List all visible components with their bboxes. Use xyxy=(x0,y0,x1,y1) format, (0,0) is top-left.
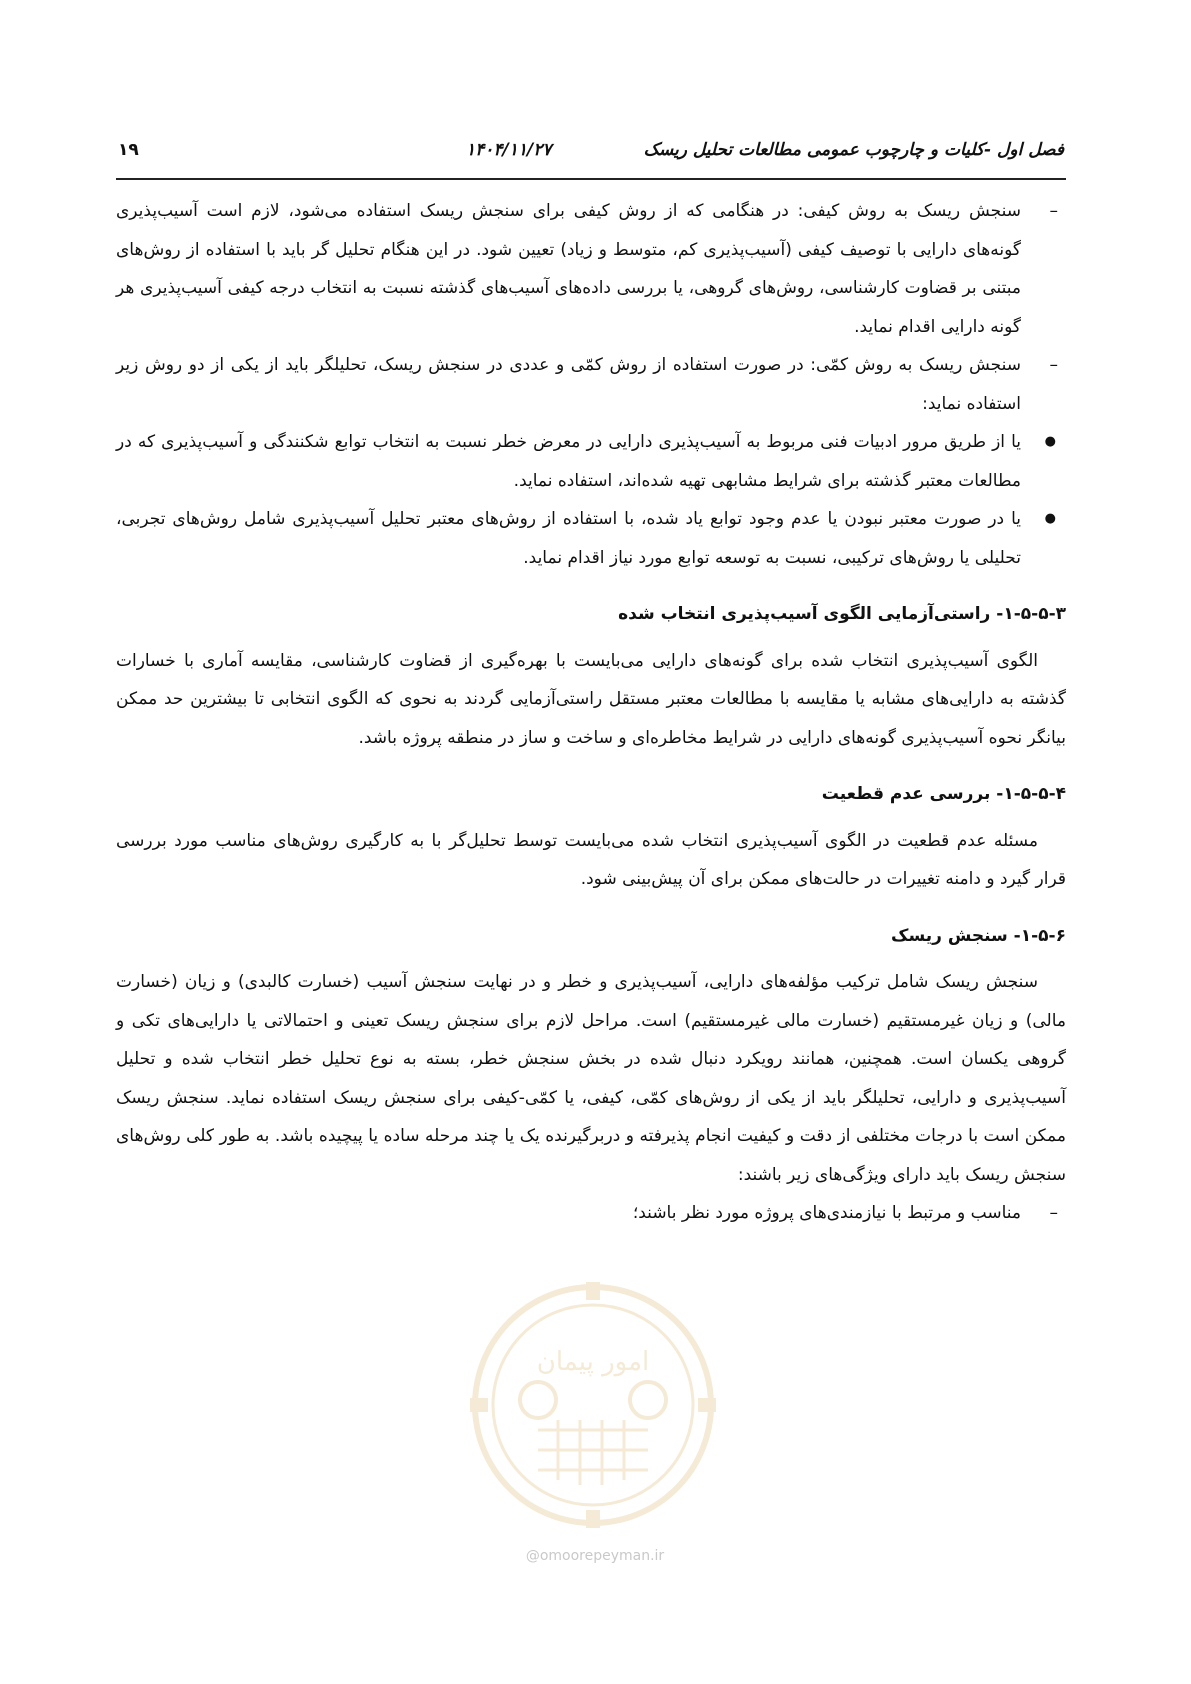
bullet-mark: ● xyxy=(1044,434,1056,449)
paragraph-risk: سنجش ریسک شامل ترکیب مؤلفه‌های دارایی، آسیب‌پذیری و خطر و در نهایت سنجش آسیب (خسارت کالبدی) و زیان (خسارت مالی) و زیان غیرمستقیم (خسارت مالی غیرمستقیم) است. مراحل لازم برای سنجش ریسک تعینی و احتمالاتی یا دارایی‌های تکی و گروهی یکسان است. همچنین، همانند رویکرد دنبال شده در بخش سنجش خطر، بسته به نوع تحلیل خطر انتخاب شده و تحلیل آسیب‌پذیری و دارایی، تحلیلگر باید از یکی از روش‌های کمّی، کیفی، یا کمّی-کیفی برای سنجش ریسک استفاده نماید. سنجش ریسک ممکن است با درجات مختلفی از دقت و کیفیت انجام پذیرفته و دربرگیرنده یک یا چند مرحله ساده یا پیچیده باشد. به طور کلی روش‌های سنجش ریسک باید دارای ویژگی‌های زیر باشند: xyxy=(116,972,1066,1185)
watermark-site: @omoorepeyman.ir xyxy=(525,1548,665,1564)
dash-mark: – xyxy=(1049,1203,1058,1223)
list-item-text: مناسب و مرتبط با نیازمندی‌های پروژه مورد نظر باشند؛ xyxy=(632,1203,1021,1223)
section-heading-validation: ۱-۵-۵-۳- راستی‌آزمایی الگوی آسیب‌پذیری انتخاب شده xyxy=(618,604,1066,624)
list-item-text: سنجش ریسک به روش کمّی: در صورت استفاده از روش کمّی و عددی در سنجش ریسک، تحلیلگر باید از یکی از دو روش زیر استفاده نماید: xyxy=(116,355,1021,414)
list-item-text: سنجش ریسک به روش کیفی: در هنگامی که از روش کیفی برای سنجش ریسک استفاده می‌شود، لازم است آسیب‌پذیری گونه‌های دارایی با توصیف کیفی (آسیب‌پذیری کم، متوسط و زیاد) تعیین شود. در این هنگام تحلیل گر باید با استفاده از روش‌های مبتنی بر قضاوت کارشناسی، روش‌های گروهی، یا بررسی داده‌های آسیب‌های گذشته نسبت به انتخاب درجه کیفی آسیب‌پذیری هر گونه دارایی اقدام نماید. xyxy=(116,201,1021,337)
dash-mark: – xyxy=(1049,355,1058,375)
dash-mark: – xyxy=(1049,201,1058,221)
list-item-qualitative xyxy=(116,192,1066,346)
header-date: ۱۴۰۴/۱۱/۲۷ xyxy=(466,140,552,160)
bullet-mark: ● xyxy=(1044,511,1056,526)
watermark-logo-text: امور پیمان xyxy=(536,1347,650,1377)
bullet-item-literature xyxy=(116,423,1066,500)
chapter-title: فصل اول -کلیات و چارچوب عمومی مطالعات تحلیل ریسک xyxy=(643,140,1064,160)
section-heading-risk: ۱-۵-۶- سنجش ریسک xyxy=(891,925,1066,946)
section-heading-uncertainty: ۱-۵-۵-۴- بررسی عدم قطعیت xyxy=(821,784,1066,804)
bullet-item-text: یا در صورت معتبر نبودن یا عدم وجود توابع یاد شده، با استفاده از روش‌های معتبر تحلیل آسیب‌پذیری شامل روش‌های تجربی، تحلیلی یا روش‌های ترکیبی، نسبت به توسعه توابع مورد نیاز اقدام نماید. xyxy=(116,509,1021,568)
paragraph-uncertainty: مسئله عدم قطعیت در الگوی آسیب‌پذیری انتخاب شده می‌بایست توسط تحلیل‌گر با به کارگیری روش‌های مناسب مورد بررسی قرار گیرد و دامنه تغییرات در حالت‌های ممکن برای آن پیش‌بینی شود. xyxy=(116,830,1066,889)
list-item-quantitative xyxy=(116,346,1066,423)
list-item-requirements xyxy=(116,1194,1066,1233)
bullet-item-text: یا از طریق مرور ادبیات فنی مربوط به آسیب‌پذیری دارایی در معرض خطر نسبت به انتخاب توابع شکنندگی و آسیب‌پذیری که در مطالعات معتبر گذشته برای شرایط مشابهی تهیه شده‌اند، استفاده نماید. xyxy=(116,432,1021,491)
header-rule xyxy=(116,178,1066,180)
bullet-item-methods xyxy=(116,500,1066,577)
page-header xyxy=(118,140,1064,174)
page-content xyxy=(116,192,1066,1233)
watermark-logo-icon xyxy=(468,1280,718,1530)
paragraph-validation: الگوی آسیب‌پذیری انتخاب شده برای گونه‌های دارایی می‌بایست با بهره‌گیری از قضاوت کارشناسی، مقایسه آماری با خسارات گذشته به دارایی‌های مشابه یا مقایسه با مطالعات معتبر مستقل راستی‌آزمایی گردند به نحوی که الگوی انتخابی تا بیشترین حد ممکن بیانگر نحوه آسیب‌پذیری گونه‌های دارایی در شرایط مخاطره‌ای و ساخت و ساز در منطقه پروژه باشد. xyxy=(116,650,1066,748)
page-number: ۱۹ xyxy=(118,140,139,160)
